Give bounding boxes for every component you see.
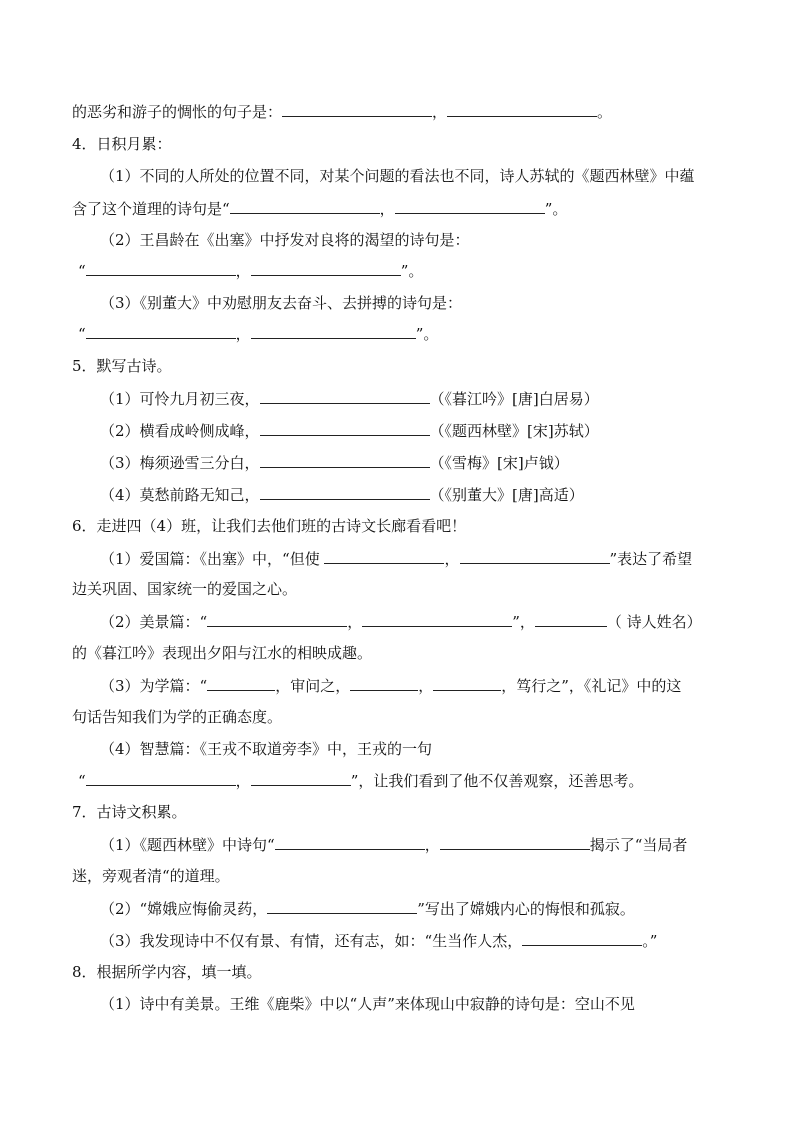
q6-2-line2: 的《暮江吟》表现出夕阳与江水的相映成趣。 [72,644,373,662]
answer-blank[interactable] [440,834,590,850]
q6-4-line2 [78,770,643,791]
q5-3 [100,452,569,473]
text: （2）横看成岭侧成峰， [100,422,260,440]
text: “ [78,325,86,343]
answer-blank[interactable] [324,548,444,564]
text: （1）《题西林壁》中诗句“ [100,836,275,854]
q4-2-line2 [78,260,423,281]
text: （《暮江吟》[唐]白居易） [429,390,599,408]
text: 。” [642,932,658,950]
answer-blank[interactable] [230,198,380,214]
text: ”。 [415,325,439,343]
answer-blank[interactable] [260,420,430,436]
text: （4）莫愁前路无知己， [100,486,260,504]
text: （3）为学篇：“ [100,677,208,695]
answer-blank[interactable] [260,452,430,468]
text: 的恶劣和游子的惆怅的句子是： [72,103,283,121]
answer-blank[interactable] [433,675,501,691]
q7-1-line2: 迷，旁观者清“的道理。 [72,867,230,885]
text: 含了这个道理的诗句是“ [72,200,230,218]
text: ， [235,262,251,280]
answer-blank[interactable] [275,834,425,850]
text: （《雪梅》[宋]卢钺） [429,454,569,472]
q7-title: 7．古诗文积累。 [72,803,187,821]
answer-blank[interactable] [251,770,351,786]
text: （2）美景篇：“ [100,613,208,631]
text: （3）我发现诗中不仅有景、有情，还有志，如：“生当作人杰， [100,932,523,950]
answer-blank[interactable] [535,611,607,627]
q6-4-line1: （4）智慧篇：《王戎不取道旁李》中，王戎的一句 [100,740,433,758]
text: （1）爱国篇：《出塞》中，“但使 [100,550,325,568]
text: ”写出了嫦娥内心的悔恨和孤寂。 [417,900,635,918]
answer-blank[interactable] [207,675,275,691]
text: 揭示了“当局者 [589,836,688,854]
q7-1-line1 [100,834,687,855]
answer-blank[interactable] [260,388,430,404]
q6-3-line2: 句话告知我们为学的正确态度。 [72,708,283,726]
q4-3-line2 [78,323,438,344]
text: （《题西林壁》[宋]苏轼） [429,422,599,440]
q5-title: 5．默写古诗。 [72,357,172,375]
answer-blank[interactable] [522,930,642,946]
q6-title: 6．走进四（4）班，让我们去他们班的古诗文长廊看看吧！ [72,517,467,535]
q6-2-line1 [100,611,702,632]
q4-2-line1: （2）王昌龄在《出塞》中抒发对良将的渴望的诗句是： [100,231,470,249]
q6-1-line2: 边关巩固、国家统一的爱国之心。 [72,580,298,598]
answer-blank[interactable] [362,611,512,627]
text: ， [347,613,363,631]
text: “ [78,262,86,280]
answer-blank[interactable] [260,484,430,500]
text: （2）“嫦娥应悔偷灵药， [100,900,268,918]
text: （1）可怜九月初三夜， [100,390,260,408]
q4-3-line1: （3）《别董大》中劝慰朋友去奋斗、去拼搏的诗句是： [100,294,463,312]
text: （ 诗人姓名） [606,613,702,631]
text: “ [78,772,86,790]
answer-blank[interactable] [267,898,417,914]
q6-1-line1 [100,548,692,569]
q7-3 [100,930,657,951]
q7-2 [100,898,635,919]
answer-blank[interactable] [251,323,416,339]
text: （3）梅须逊雪三分白， [100,454,260,472]
q8-1-line1: （1）诗中有美景。王维《鹿柴》中以“人声”来体现山中寂静的诗句是：空山不见 [100,995,635,1013]
q5-4 [100,484,584,505]
text: ”表达了希望 [609,550,693,568]
q5-2 [100,420,599,441]
q5-1 [100,388,599,409]
text: ， [379,200,395,218]
answer-blank[interactable] [350,675,418,691]
answer-blank[interactable] [251,260,401,276]
q8-title: 8．根据所学内容，填一填。 [72,963,262,981]
answer-blank[interactable] [447,101,597,117]
text: ，审问之， [275,677,351,695]
text: ， [432,103,448,121]
answer-blank[interactable] [207,611,347,627]
answer-blank[interactable] [86,770,236,786]
text: ，笃行之”，《礼记》中的这 [501,677,682,695]
q4-1-line2 [72,198,567,219]
answer-blank[interactable] [86,323,236,339]
text: ， [235,772,251,790]
answer-blank[interactable] [282,101,432,117]
text: ， [444,550,460,568]
q3-continuation-line [72,101,612,122]
text: 。 [597,103,613,121]
text: ， [418,677,434,695]
text: ， [424,836,440,854]
q6-3-line1 [100,675,681,696]
text: ”，让我们看到了他不仅善观察，还善思考。 [350,772,644,790]
text: ， [235,325,251,343]
text: ”， [512,613,535,631]
text: （《别董大》[唐]高适） [429,486,584,504]
answer-blank[interactable] [395,198,545,214]
q4-1-line1: （1）不同的人所处的位置不同，对某个问题的看法也不同，诗人苏轼的《题西林壁》中蕴 [100,167,695,185]
text: ”。 [400,262,424,280]
answer-blank[interactable] [86,260,236,276]
text: ”。 [544,200,568,218]
answer-blank[interactable] [460,548,610,564]
q4-title: 4．日积月累： [72,135,172,153]
